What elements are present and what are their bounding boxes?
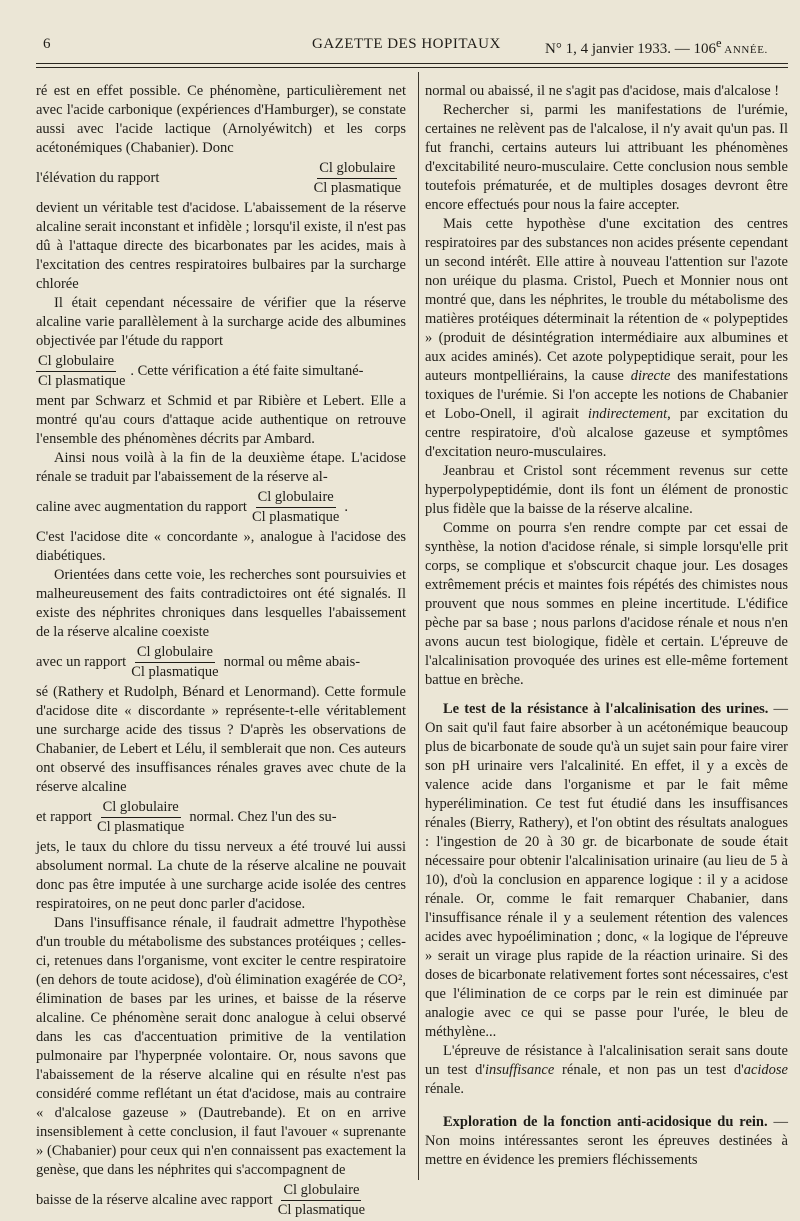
- section-paragraph: [425, 700, 788, 1042]
- ratio-denominator: Cl plasmatique: [251, 509, 340, 525]
- paragraph: [425, 215, 788, 462]
- ratio-numerator: Cl globulaire: [101, 799, 181, 818]
- paragraph: C'est l'acidose dite « concordante », analogue à l'acidose des diabétiques.: [36, 529, 406, 564]
- header-rule-bottom: [36, 67, 788, 68]
- spacer: [425, 690, 788, 700]
- spacer: [425, 1099, 788, 1113]
- paragraph: Comme on pourra s'en rendre compte par cet essai de synthèse, la notion d'acidose rénale, si simple lorsqu'elle prit corps, se complique et s'obscurcit chaque jour. Les dosages extrêmement précis et maintes fois répétés des chimistes nous prouvent que nous sommes en pleine incertitude. L'édifice pèche par sa base ; nous parlons d'acidose rénale et nous n'en avons aucun test biologique, fidèle et certain. L'épreuve de l'alcalinisation provoquée des urines est elle-même fortement battue en brèche.: [425, 520, 788, 688]
- chloride-ratio: [36, 353, 127, 390]
- paragraph: jets, le taux du chlore du tissu nerveux a été trouvé lui aussi absolument normal. La chute de la réserve alcaline ne pouvait donc pas être imputée à une surcharge acide isolée des centres respiratoires, on ne peut donc parler d'acidose.: [36, 839, 406, 912]
- emphasis: insuffisance: [485, 1062, 555, 1078]
- paragraph: ré est en effet possible. Ce phénomène, particulièrement net avec l'acide carbonique (expériences d'Hamburger), se constate aussi avec l'acide lactique (Arnolyéwitch) et les corps acétonémiques (Chabanier). Donc: [36, 83, 406, 156]
- paragraph: normal ou abaissé, il ne s'agit pas d'acidose, mais d'alcalose !: [425, 83, 780, 99]
- formula-line: [36, 799, 406, 836]
- paragraph: Ainsi nous voilà à la fin de la deuxième étape. L'acidose rénale se traduit par l'abaissement de la réserve al-: [36, 450, 406, 485]
- section-heading: Le test de la résistance à l'alcalinisation des urines.: [443, 701, 769, 717]
- paragraph: Rechercher si, parmi les manifestations de l'urémie, certaines ne relèvent pas de l'alcalose, il n'y avait qu'un pas. Il fut franchi, certains auteurs lui attribuant les phénomènes d'excitabilité neuro-musculaire. Cette conclusion nous semble toutefois prématurée, et de multiples dosages devront être encore effectués pour nous la faire accepter.: [425, 102, 788, 213]
- paragraph: [425, 1042, 788, 1099]
- formula-text: . Cette vérification a été faite simultané-: [130, 363, 364, 379]
- text-run: L'épreuve de résistance à l'alcalinisation serait sans doute un test d': [425, 1043, 788, 1078]
- ratio-numerator: Cl globulaire: [317, 160, 397, 179]
- journal-title: GAZETTE DES HOPITAUX: [312, 36, 501, 52]
- chloride-ratio: [95, 799, 186, 836]
- paragraph: sé (Rathery et Rudolph, Bénard et Lenormand). Cette formule d'acidose dite « discordante » représente-t-elle véritablement une surcharge acide des tissus ? D'après les observations de Chabanier, de Lebert et Lélu, il semblerait que non. Ces auteurs ont observé des insuffisances rénales graves avec chute de la réserve alcaline: [36, 684, 406, 795]
- paragraph: Jeanbrau et Cristol sont récemment revenus sur cette hyperpolypeptidémie, dont ils font un élément de pronostic plus fidèle que la baisse de la réserve alcaline.: [425, 463, 788, 517]
- header-rule-top: [36, 63, 788, 64]
- ratio-numerator: Cl globulaire: [256, 489, 336, 508]
- paragraph: Dans l'insuffisance rénale, il faudrait admettre l'hypothèse d'un trouble du métabolisme des substances protéiques ; celles-ci, retenues dans l'organisme, vont exciter le centre respiratoire (en dehors de toute acidose), d'où élimination exagérée de CO², élimination de bases par les urines, et baisse de la réserve alcaline. Ce phénomène serait donc analogue à celui observé dans les cas d'accentuation primitive de la ventilation pulmonaire par l'hyperpnée volontaire. Or, nous savons que l'abaissement de la réserve alcaline qui en résulte n'est pas considéré comme reflétant un état d'acidose, mais au contraire « d'alcalose gazeuse » (Dautrebande). Et on en arrive insensiblement à cette conclusion, il faut l'avouer « suprenante » (Chabanier) pour ceux qui n'en connaissent pas exactement la genèse, que dans les néphrites qui s'accompagnent de: [36, 915, 406, 1178]
- formula-text: normal ou même abais-: [223, 654, 361, 670]
- issue-annee: ANNÉE.: [721, 44, 768, 56]
- text-run: rénale, et non pas un test d': [554, 1062, 744, 1078]
- emphasis: directe: [630, 368, 671, 384]
- ratio-denominator: Cl plasmatique: [313, 180, 401, 196]
- chloride-ratio: [129, 644, 220, 681]
- paragraph: devient un véritable test d'acidose. L'abaissement de la réserve alcaline serait inconstant et infidèle ; lorsqu'il existe, il n'est pas dû à l'attaque directe des bicarbonates par les acides, mais à l'excitation des centres respiratoires bulbaires par la surcharge chlorée: [36, 200, 406, 292]
- text-run: — Non moins intéressantes seront les épreuves destinées à mettre en évidence les premiers fléchissements: [425, 1114, 788, 1168]
- page-number: 6: [43, 36, 51, 52]
- formula-text: avec un rapport: [36, 654, 127, 670]
- emphasis: acidose: [743, 1062, 788, 1078]
- formula-text: caline avec augmentation du rapport: [36, 499, 247, 515]
- chloride-ratio: [312, 160, 403, 197]
- formula-text: normal. Chez l'un des su-: [189, 809, 337, 825]
- ratio-numerator: Cl globulaire: [281, 1182, 361, 1201]
- paragraph: Orientées dans cette voie, les recherches sont poursuivies et malheureusement des faits contradictoires ont été signalés. Il existe des néphrites chroniques dans lesquelles l'abaissement de la réserve alcaline coexiste: [36, 567, 406, 640]
- ratio-denominator: Cl plasmatique: [277, 1202, 366, 1218]
- issue-superscript: e: [715, 36, 722, 50]
- issue-info: [545, 36, 768, 58]
- ratio-denominator: Cl plasmatique: [96, 819, 185, 835]
- formula-line: [36, 353, 406, 390]
- left-column: [36, 82, 406, 1221]
- formula-text: l'élévation du rapport: [36, 170, 160, 186]
- emphasis: indirectement: [587, 406, 668, 422]
- ratio-numerator: Cl globulaire: [135, 644, 215, 663]
- formula-text: et rapport: [36, 809, 92, 825]
- section-heading: Exploration de la fonction anti-acidosique du rein.: [443, 1114, 768, 1130]
- text-run: , par excitation du centre respiratoire, d'où alcalose gazeuse et symptômes d'excitation neuro-musculaires.: [425, 406, 788, 460]
- column-divider: [418, 72, 419, 1180]
- ratio-denominator: Cl plasmatique: [38, 373, 126, 389]
- ratio-denominator: Cl plasmatique: [131, 664, 219, 680]
- text-run: — On sait qu'il faut faire absorber à un acétonémique beaucoup plus de bicarbonate de soude qu'à un sujet sain pour faire virer son pH urinaire vers l'alcalinité. En effet, il y a excès de valence acide dans l'organisme et par le fait même hyperélimination. Ce test fut étudié dans les insuffisances rénales (Bierry, Rathery), et l'on obtint des résultats analogues : l'ingestion de 20 à 30 gr. de bicarbonate de soude était nécessaire pour obtenir l'alcalinisation urinaire (au lieu de 5 à 10), d'où la conclusion en apparence logique : il y a acidose rénale. Or, comme le fait remarquer Chabanier, dans l'insuffisance rénale il y a seulement rétention des valences acides avec hypoélimination ; donc, « la logique de l'épreuve » serait un virage plus rapide de la réaction urinaire. Si des doses de bicarbonate relativement fortes sont nécessaires, c'est que l'élimination de ce corps par le rein est diminuée par analogie avec ce qui se passe pour l'urée, le bleu de méthylène...: [425, 701, 789, 1040]
- paragraph: Il était cependant nécessaire de vérifier que la réserve alcaline varie parallèlement à la surcharge acide des albumines objectivée par l'étude du rapport: [36, 295, 406, 349]
- formula-line: [36, 644, 406, 681]
- right-column: [425, 82, 788, 1170]
- paragraph: ment par Schwarz et Schmid et par Ribière et Lebert. Elle a montré qu'au cours d'attaque acide authentique on retrouve l'ensemble des phénomènes décrits par Ambard.: [36, 393, 406, 447]
- ratio-numerator: Cl globulaire: [36, 353, 116, 372]
- section-paragraph: [425, 1113, 788, 1170]
- text-run: rénale.: [425, 1081, 465, 1097]
- formula-line: [36, 1182, 406, 1219]
- formula-text: baisse de la réserve alcaline avec rapport: [36, 1192, 273, 1208]
- formula-text: .: [344, 499, 348, 515]
- text-run: Mais cette hypothèse d'une excitation des centres respiratoires par des substances non acides présente cependant un second intérêt. Elle attire à nouveau l'attention sur l'azote non uréique du plasma. Cristol, Puech et Monnier nous ont montré que, dans les néphrites, le trouble du métabolisme des matières protéiques déterminait la rétention de « polypeptides » (produit de désintégration intermédiaire aux albumines et aux acides aminés). Cet azote polypeptidique serait, pour les auteurs montpelliérains, la cause: [425, 216, 788, 384]
- text-run: des manifestations toxiques de l'urémie. Si l'on accepte les notions de Chabanier et Lobo-Onell, il agirait: [425, 368, 788, 422]
- formula-line: [36, 160, 406, 197]
- formula-line: [36, 489, 406, 526]
- issue-date: N° 1, 4 janvier 1933. — 106: [545, 41, 716, 57]
- chloride-ratio: [250, 489, 341, 526]
- chloride-ratio: [276, 1182, 367, 1219]
